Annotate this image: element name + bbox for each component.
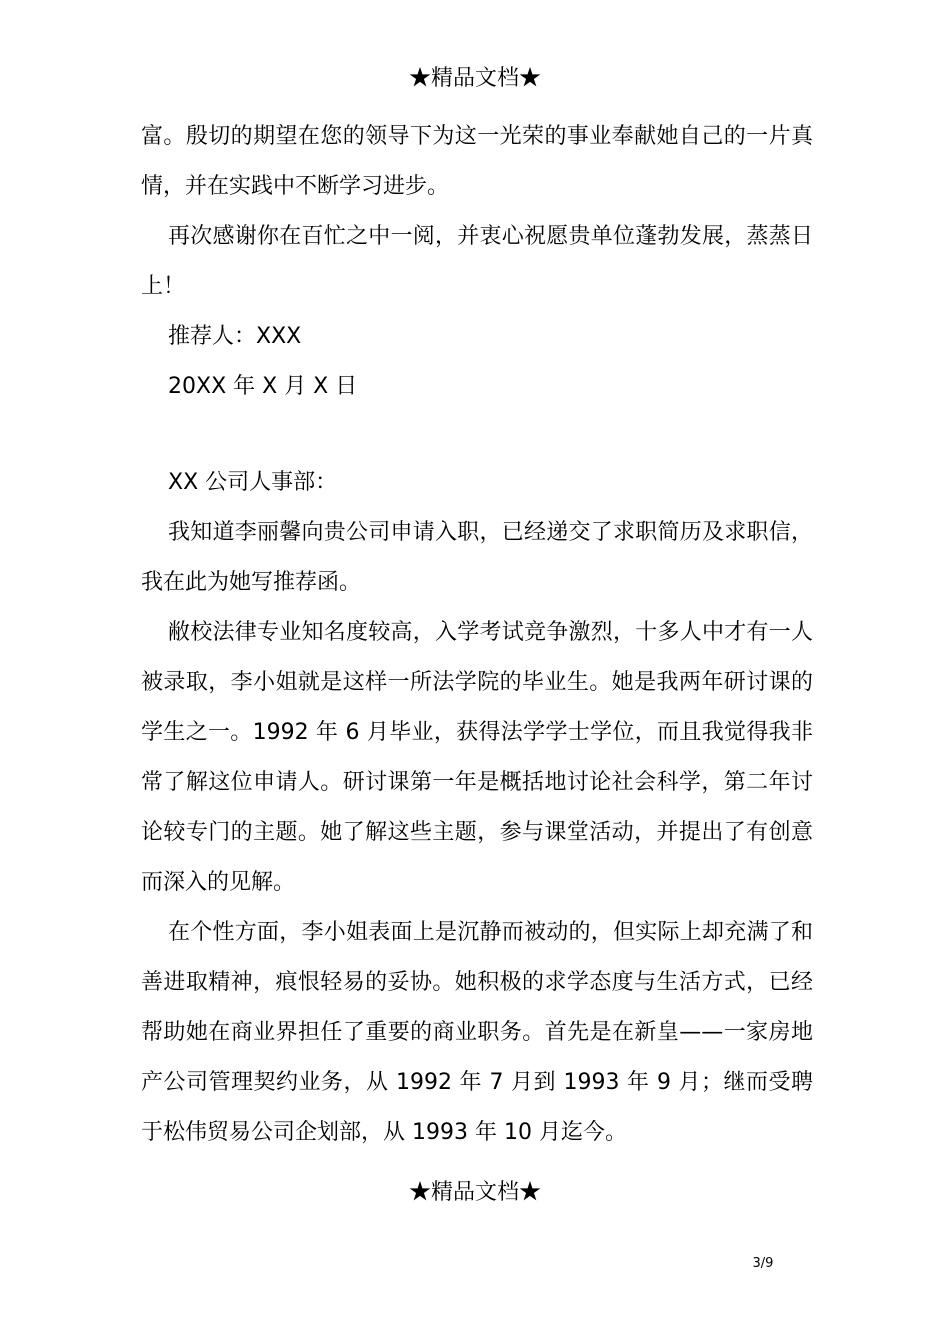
paragraph-thanks: 再次感谢你在百忙之中一阅，并衷心祝愿贵单位蓬勃发展，蒸蒸日上！ [141,224,813,299]
paragraph-continuation: 富。殷切的期望在您的领导下为这一光荣的事业奉献她自己的一片真情，并在实践中不断学习进步。 [141,124,813,199]
paragraph-intro: 我知道李丽馨向贵公司申请入职，已经递交了求职简历及求职信，我在此为她写推荐函。 [141,520,813,595]
paragraph-personality: 在个性方面，李小姐表面上是沉静而被动的，但实际上却充满了和善进取精神，痕恨轻易的妥协。她积极的求学态度与生活方式，已经帮助她在商业界担任了重要的商业职务。首先是在新皇——一家房地产公司管理契约业务，从 1992 年 7 月到 1993 年 9 月；继而受聘于松伟贸易公司企划部，从 1993 年 10 月迄今。 [141,920,813,1145]
paragraph-education: 敝校法律专业知名度较高，入学考试竞争激烈，十多人中才有一人被录取，李小姐就是这样一所法学院的毕业生。她是我两年研讨课的学生之一。1992 年 6 月毕业，获得法学学士学位，而且我觉得我非常了解这位申请人。研讨课第一年是概括地讨论社会科学，第二年讨论较专门的主题。她了解这些主题，参与课堂活动，并提出了有创意而深入的见解。 [141,620,813,895]
salutation: XX 公司人事部： [168,470,338,495]
page-footer: ★精品文档★ [408,1180,541,1205]
section-gap [141,412,813,458]
page-header: ★精品文档★ [408,66,541,91]
date-line: 20XX 年 X 月 X 日 [168,374,358,399]
recommender-line: 推荐人：XXX [168,324,302,349]
document-body [141,112,813,1158]
page-number: 3/9 [752,1256,774,1271]
